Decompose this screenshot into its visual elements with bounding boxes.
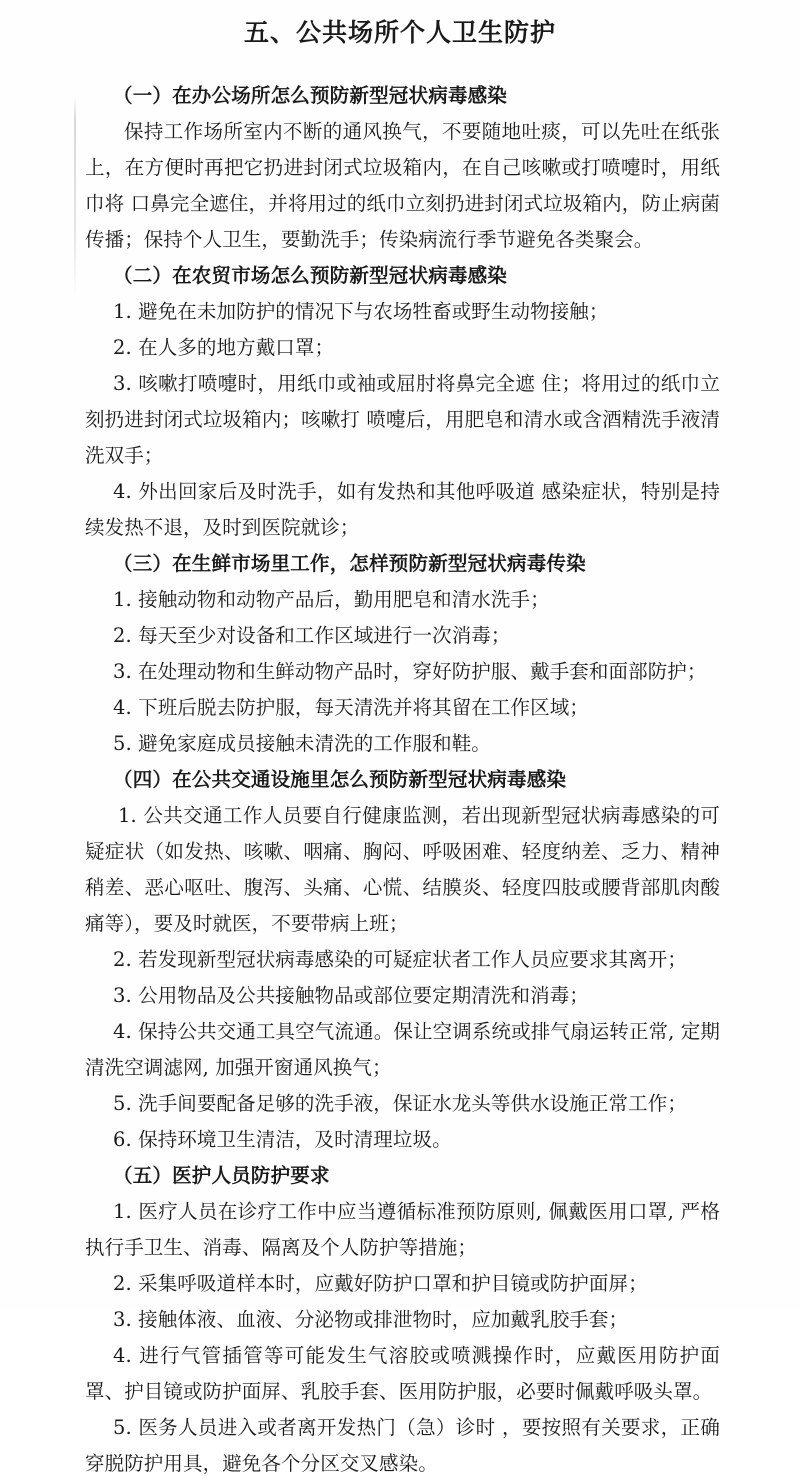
section-one [85,78,720,258]
page-title: 五、公共场所个人卫生防护 [243,18,556,47]
list-item: 4. 外出回家后及时洗手，如有发热和其他呼吸道 感染症状，特别是持续发热不退，及时到医院就诊； [85,480,720,540]
section-heading: （三）在生鲜市场里工作，怎样预防新型冠状病毒传染 [113,552,586,576]
section-heading: （四）在公共交通设施里怎么预防新型冠状病毒感染 [113,768,567,792]
list-item: 5. 避免家庭成员接触未清洗的工作服和鞋。 [113,732,491,756]
list-item: 1. 医疗人员在诊疗工作中应当遵循标准预防原则, 佩戴医用口罩, 严格执行手卫生、消毒、隔离及个人防护等措施； [85,1200,720,1260]
section-paragraph: 保持工作场所室内不断的通风换气，不要随地吐痰，可以先吐在纸张上，在方便时再把它扔进封闭式垃圾箱内，在自己咳嗽或打喷嚏时，用纸巾将 口鼻完全遮住，并将用过的纸巾立刻扔进封闭式垃圾箱内，防止病菌传播；保持个人卫生，要勤洗手；传染病流行季节避免各类聚会。 [85,120,720,252]
list-item: 2. 每天至少对设备和工作区域进行一次消毒； [113,624,511,648]
list-item: 1. 公共交通工作人员要自行健康监测，若出现新型冠状病毒感染的可疑症状（如发热、咳嗽、咽痛、胸闷、呼吸困难、轻度纳差、乏力、精神稍差、恶心呕吐、腹泻、头痛、心慌、结膜炎、轻度四肢或腰背部肌肉酸痛等），要及时就医，不要带病上班； [85,804,720,936]
list-item: 3. 公用物品及公共接触物品或部位要定期清洗和消毒； [113,984,589,1008]
section-five [85,1158,720,1482]
list-item: 2. 若发现新型冠状病毒感染的可疑症状者工作人员应要求其离开； [113,948,687,972]
list-item: 1. 避免在未加防护的情况下与农场牲畜或野生动物接触； [113,300,609,324]
list-item: 4. 保持公共交通工具空气流通。保让空调系统或排气扇运转正常, 定期清洗空调滤网, 加强开窗通风换气； [85,1020,720,1080]
document-body [40,78,760,1482]
section-heading: （一）在办公场所怎么预防新型冠状病毒感染 [113,84,508,108]
list-item: 2. 在人多的地方戴口罩； [113,336,335,360]
list-item: 6. 保持环境卫生清洁，及时清理垃圾。 [113,1128,452,1152]
section-four [85,762,720,1158]
list-item: 2. 采集呼吸道样本时，应戴好防护口罩和护目镜或防护面屏； [113,1272,648,1296]
list-item: 5. 洗手间要配备足够的洗手液，保证水龙头等供水设施正常工作； [113,1092,687,1116]
list-item: 3. 接触体液、血液、分泌物或排泄物时，应加戴乳胶手套； [113,1308,629,1332]
list-item: 1. 接触动物和动物产品后，勤用肥皂和清水洗手； [113,588,550,612]
list-item: 5. 医务人员进入或者离开发热门（急）诊时 ，要按照有关要求，正确穿脱防护用具，避免各个分区交叉感染。 [85,1416,720,1476]
list-item: 4. 下班后脱去防护服，每天清洗并将其留在工作区域； [113,696,589,720]
list-item: 4. 进行气管插管等可能发生气溶胶或喷溅操作时，应戴医用防护面罩、护目镜或防护面屏、乳胶手套、医用防护服，必要时佩戴呼吸头罩。 [85,1344,720,1404]
list-item: 3. 在处理动物和生鲜动物产品时，穿好防护服、戴手套和面部防护； [113,660,707,684]
section-three [85,546,720,762]
list-item: 3. 咳嗽打喷嚏时，用纸巾或袖或屈肘将鼻完全遮 住；将用过的纸巾立刻扔进封闭式垃圾箱内；咳嗽打 喷嚏后，用肥皂和清水或含酒精洗手液清洗双手； [85,372,720,468]
section-heading: （二）在农贸市场怎么预防新型冠状病毒感染 [113,264,508,288]
section-two [85,258,720,546]
section-heading: （五）医护人员防护要求 [113,1164,330,1188]
